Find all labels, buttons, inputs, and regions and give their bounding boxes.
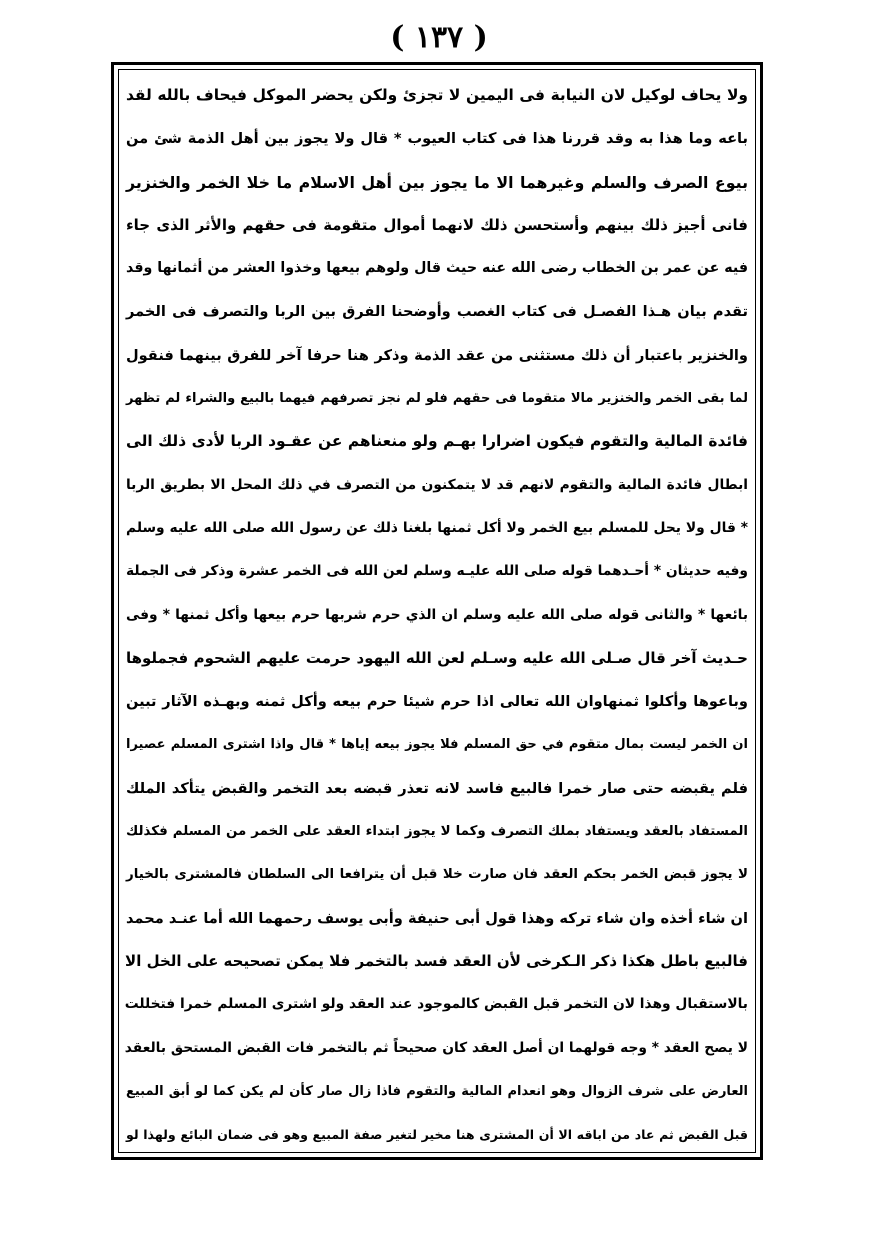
text-line: ان الخمر ليست بمال متقوم في حق المسلم فلا يجوز بيعه إياها * قال واذا اشترى المسلم عصيرا	[126, 737, 748, 753]
text-line: فلم يقبضه حتى صار خمرا فالبيع فاسد لانه تعذر قبضه بعد التخمر والقبض يتأكد الملك	[126, 779, 748, 797]
text-line: فائدة المالية والتقوم فيكون اضرارا بهـم ولو منعناهم عن عقـود الربا لأدى ذلك الى	[126, 432, 748, 451]
text-line: فانى أجيز ذلك بينهم وأستحسن ذلك لانهما أموال متقومة فى حقهم والأثر الذى جاء	[126, 215, 748, 234]
text-line: بالاستقبال وهذا لان التخمر قبل القبض كالموجود عند العقد ولو اشترى المسلم خمرا فتخللت	[124, 996, 748, 1013]
text-line: والخنزير باعتبار أن ذلك مستثنى من عقد الذمة وذكر هنا حرفا آخر للفرق بينهما فنقول	[126, 346, 748, 364]
text-line: حـديث آخر قال صـلى الله عليه وسـلم لعن الله اليهود حرمت عليهم الشحوم فجملوها	[126, 648, 748, 667]
text-line: ابطال فائدة المالية والتقوم لانهم قد لا يتمكنون من التصرف في ذلك المحل الا بطريق الربا	[126, 476, 748, 493]
text-line: لا يصح العقد * وجه قولهما ان أصل العقد كان صحيحاً ثم بالتخمر فات القبض المستحق بالعقد	[124, 1039, 748, 1056]
text-line: وباعوها وأكلوا ثمنهاوان الله تعالى اذا حرم شيئا حرم بيعه وأكل ثمنه وبهـذه الآثار تبين	[126, 693, 748, 711]
text-line: المستفاد بالعقد ويستفاد بملك التصرف وكما لا يجوز ابتداء العقد على الخمر من المسلم فكذلك	[126, 824, 748, 840]
text-line: العارض على شرف الزوال وهو انعدام المالية والتقوم فاذا زال صار كأن لم يكن كما لو أبق المبيع	[126, 1083, 748, 1099]
text-line: لا يجوز قبض الخمر بحكم العقد فان صارت خلا قبل أن يترافعا الى السلطان فالمشترى بالخيار	[126, 867, 748, 883]
text-line: وفيه حديثان * أحـدهما قوله صلى الله عليـه وسلم لعن الله فى الخمر عشرة وذكر فى الجملة	[126, 563, 748, 580]
body-text	[124, 74, 750, 1150]
text-line: تقدم بيان هـذا الفصـل فى كتاب الغصب وأوضحنا الفرق بين الربا والتصرف فى الخمر	[126, 303, 748, 321]
page-number: ( ١٣٧ )	[390, 20, 488, 55]
text-line: لما بقى الخمر والخنزير مالا متقوما فى حقهم فلو لم نجز تصرفهم فيهما بالبيع والشراء لم تظهر	[126, 391, 748, 407]
text-line: * قال ولا يحل للمسلم بيع الخمر ولا أكل ثمنها بلغنا ذلك عن رسول الله صلى الله عليه وسلم	[126, 519, 748, 536]
text-line: ان شاء أخذه وان شاء تركه وهذا قول أبى حنيفة وأبى يوسف رحمهما الله أما عنـد محمد	[126, 909, 748, 927]
text-line: فالبيع باطل هكذا ذكر الـكرخى لأن العقد فسد بالتخمر فلا يمكن تصحيحه على الخل الا	[125, 951, 748, 970]
text-line: باعه وما هذا به وقد قررنا هذا فى كتاب العيوب * قال ولا يجوز بين أهل الذمة شئ من	[126, 130, 748, 148]
text-line: بيوع الصرف والسلم وغيرهما الا ما يجوز بين أهل الاسلام ما خلا الخمر والخنزير	[126, 172, 748, 192]
text-line: قبل القبض ثم عاد من اباقه الا أن المشترى هنا مخير لتغير صفة المبيع وهو فى ضمان البائع ولهذا لو	[126, 1127, 748, 1143]
text-line: بائعها * والثانى قوله صلى الله عليه وسلم ان الذي حرم شربها حرم بيعها وأكل ثمنها * وفى	[126, 606, 748, 623]
text-line: فيه عن عمر بن الخطاب رضى الله عنه حيث قال ولوهم بيعها وخذوا العشر من أثمانها وقد	[126, 260, 748, 277]
text-line: ولا يحاف لوكيل لان النيابة فى اليمين لا تجزئ ولكن يحضر الموكل فيحاف بالله لقد	[126, 86, 748, 104]
